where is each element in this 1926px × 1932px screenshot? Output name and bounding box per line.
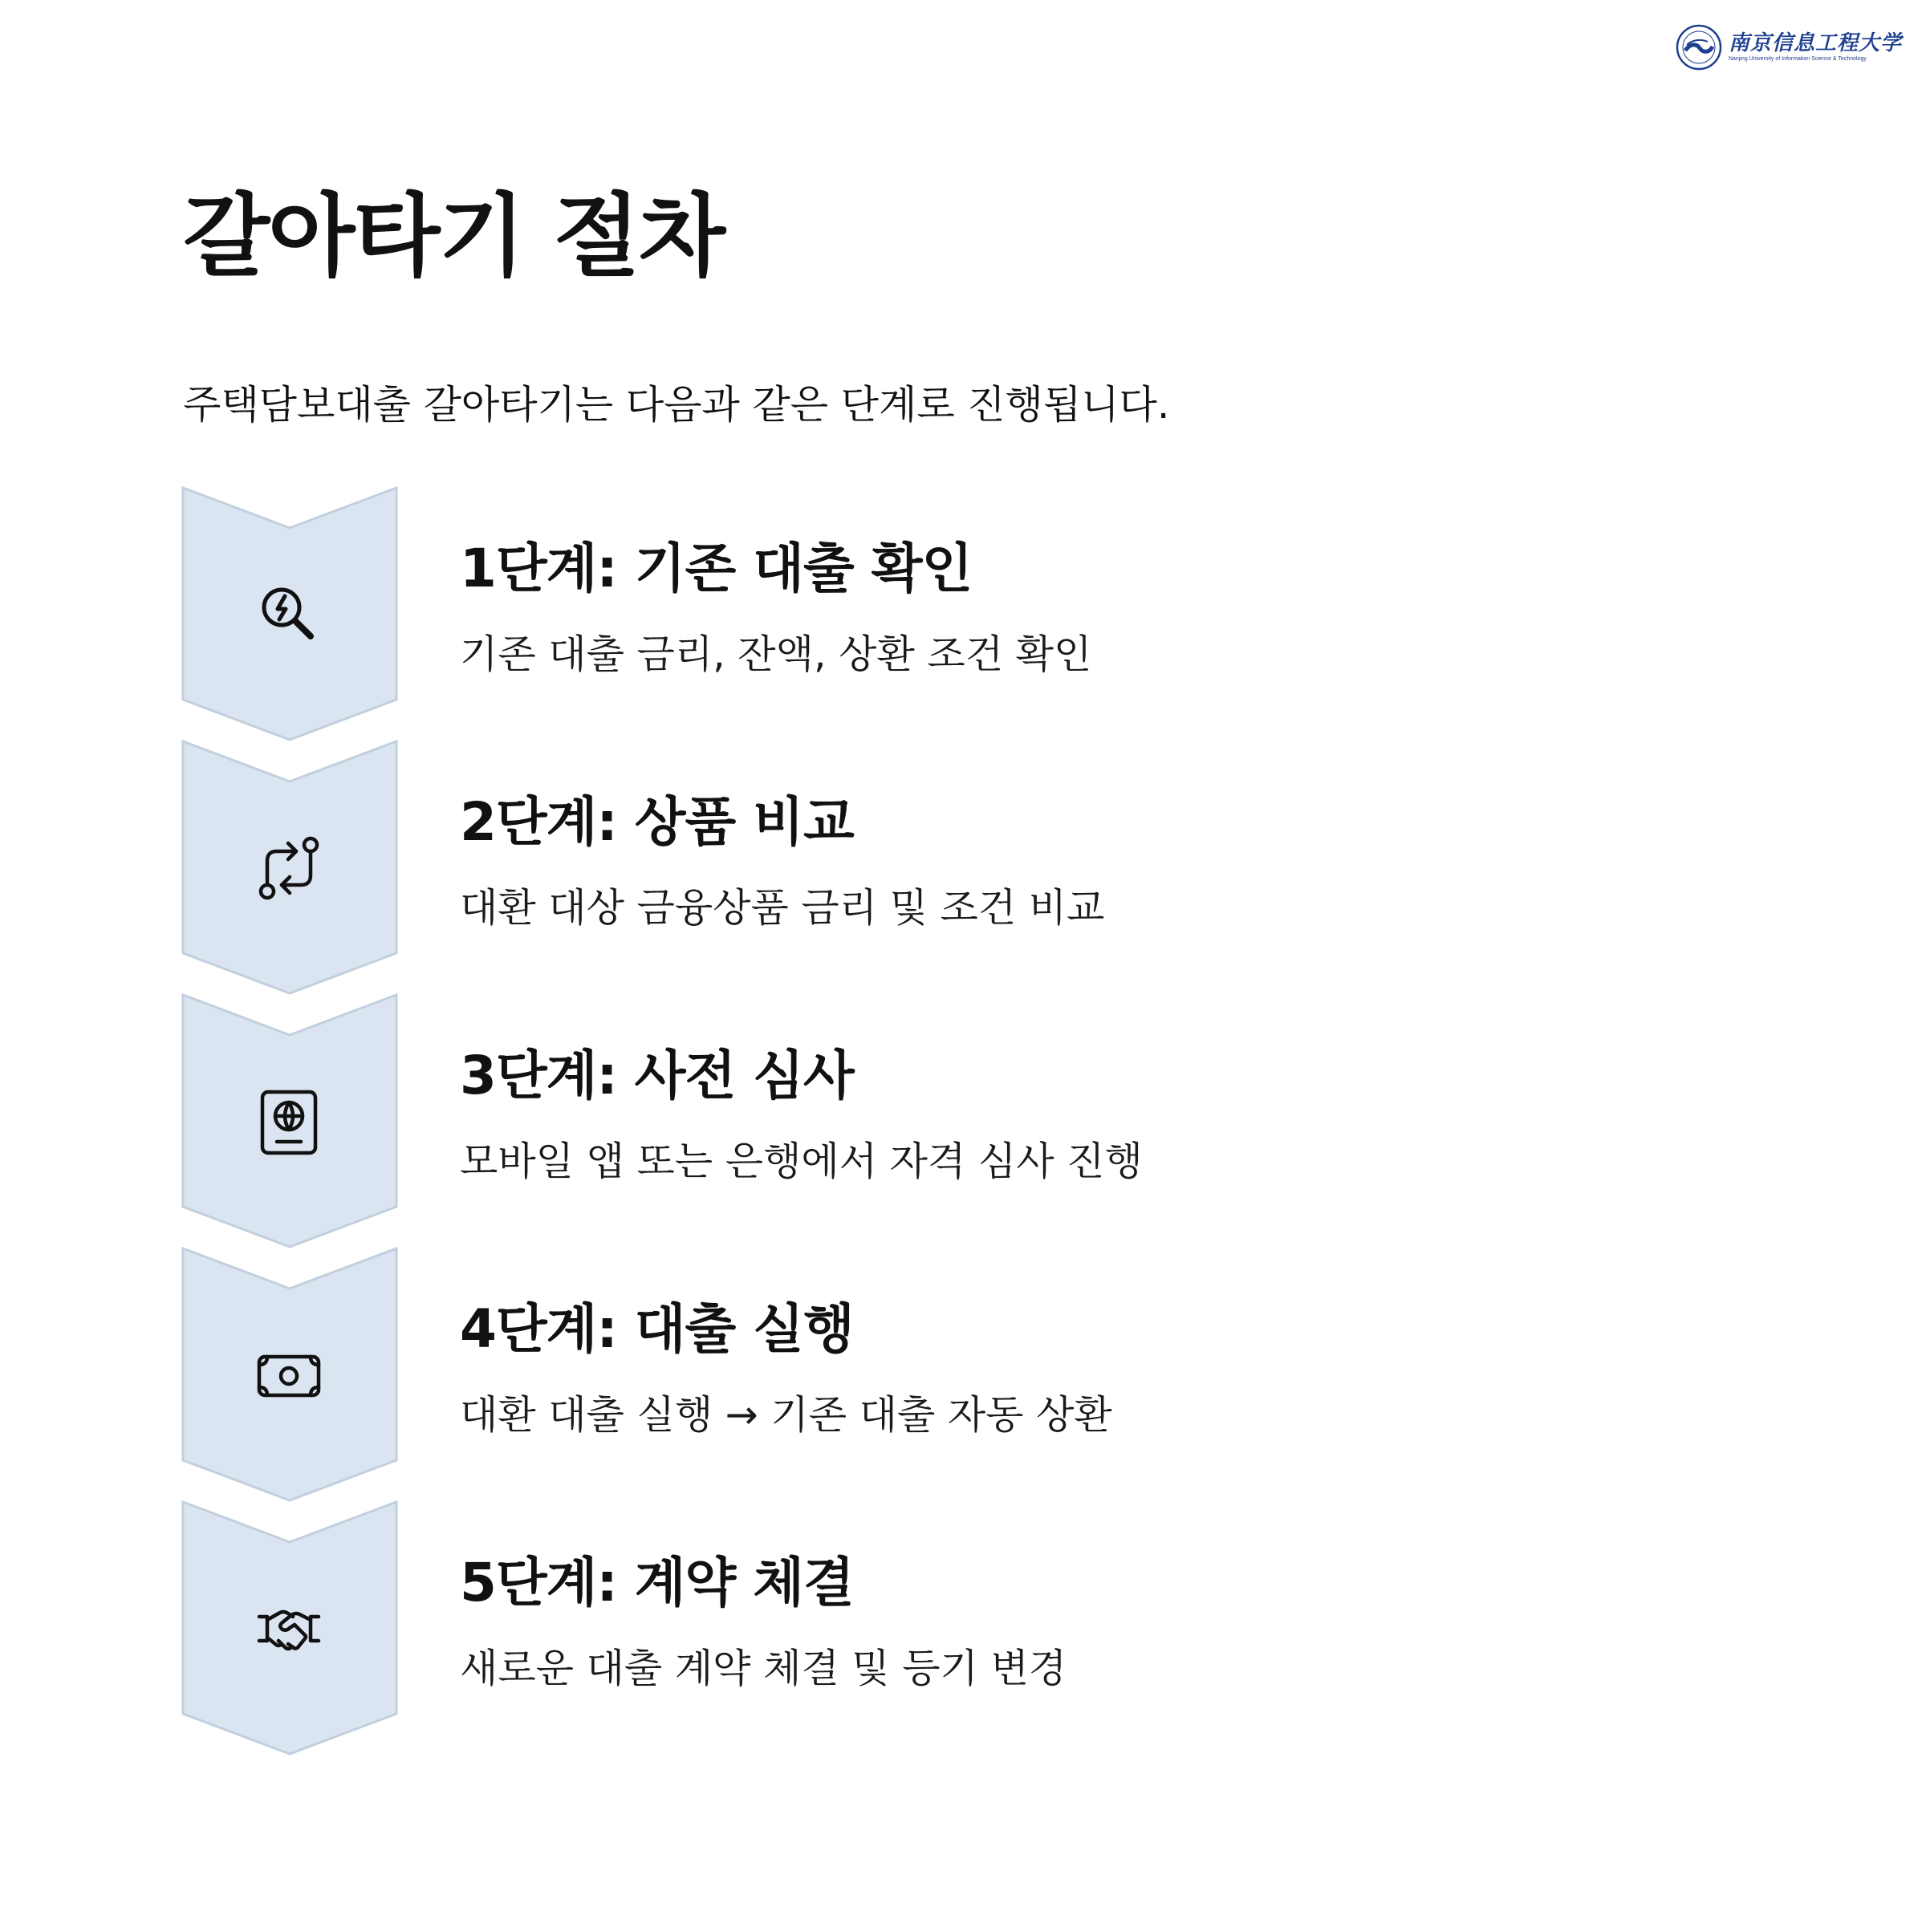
handshake-icon (254, 1594, 323, 1663)
page-title: 갈아타기 절차 (183, 185, 725, 289)
step-title: 5단계: 계약 체결 (460, 1552, 854, 1613)
passport-icon (254, 1087, 323, 1156)
step-title: 2단계: 상품 비교 (460, 791, 854, 853)
step-title: 3단계: 사전 심사 (460, 1045, 854, 1106)
page-subtitle: 주택담보대출 갈아타기는 다음과 같은 단계로 진행됩니다. (183, 382, 1170, 428)
logo-chinese-name: 南京信息工程大学 (1728, 31, 1902, 55)
step-description: 대환 대출 실행 → 기존 대출 자동 상환 (460, 1392, 1112, 1438)
logo-english-name: Nanjing University of Information Science & Technology (1728, 56, 1867, 62)
step-description: 모바일 앱 또는 은행에서 자격 심사 진행 (460, 1138, 1143, 1184)
step-title: 4단계: 대출 실행 (460, 1298, 854, 1360)
step-title: 1단계: 기존 대출 확인 (460, 538, 973, 599)
step-1 (0, 486, 1926, 743)
search-bolt-icon (254, 580, 323, 649)
step-5 (0, 1500, 1926, 1757)
git-compare-icon (254, 834, 323, 903)
step-description: 기존 대출 금리, 잔액, 상환 조건 확인 (460, 631, 1092, 677)
step-3 (0, 993, 1926, 1250)
step-4 (0, 1247, 1926, 1504)
step-description: 대환 대상 금융상품 금리 및 조건 비교 (460, 885, 1105, 931)
step-description: 새로운 대출 계약 체결 및 등기 변경 (460, 1646, 1067, 1691)
cash-icon (254, 1341, 323, 1410)
step-2 (0, 740, 1926, 996)
